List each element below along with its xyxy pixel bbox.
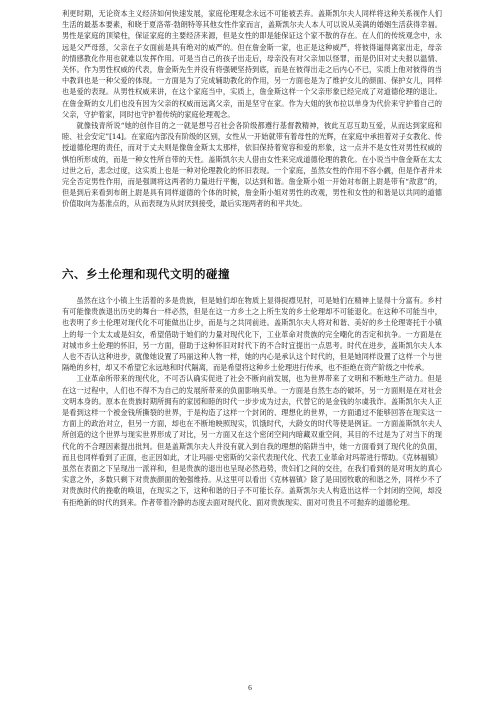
paragraph: 虽然在这个小镇上生活着的多是贵族，但是她们却在物质上显得捉襟见肘，可是她们在精神上显得十分富有。乡村有可能像贵族退出历史的舞台一样必然，但是在这一方乡土之上所生发的乡土伦理却不可能退化。在这种不可能当中，也表明了乡土伦理对现代化不可能做出让步，而是与之共同前进。盖斯凯尔夫人将对和谐、美好的乡土伦理寄托于小镇上的每一个太太或是妇女，希望借助于她们的力量对现代化下，工业革命对贵族的完全嘲化的否定和抗争。一方面是在对城市乡土伦理的怀旧，另一方面，借助于这种怀旧对时代下的不合时宜提出一点思考。时代在进步，盖斯凯尔夫人本人也不否认这种进步，就像她设置了玛丽这种人物一样，她的内心是承认这个时代的，但是她同样设置了这样一个与世隔绝的乡村，却又不希望它永远地和时代隔离，而是希望将这种乡土伦理进行传承，也不拒绝在资产阶级之中传承。 (62, 296, 442, 373)
body-text-top (62, 8, 442, 210)
page-number: 6 (248, 683, 252, 692)
paragraph: 工业革命所带来的现代化，不可否认确实促进了社会不断向前发展，也为世界带来了文明和不断地生产动力。但是在这一过程中，人们也不得不为自己的发展所带来的负面影响买单。一方面是自然生态的破坏，另一方面则是在对社会文明本身的。原本在贵族时期所拥有的家园和睦的时代一步步成为过去，代替它的是金钱的尔虞我诈。盖斯凯尔夫人正是看到这样一个被金钱所撕裂的世界，于是构造了这样一个封闭的、理想化的世界，一方面通过不能够回答在现实这一方面上的政治对立，但另一方面，却也在不断地映照现实，饥饿时代，大龄女的时代等使是例证。一方面盖斯凯尔夫人所创造的这个世界与现实世界形成了对比，另一方面又在这个密闭空间内暗藏双重空间，其目的不过是为了对当下的现代化的不合理因素提出批判。但是盖斯凯尔夫人并没有就入到自我的理想的陷阱当中，她一方面看到了现代化的负面，而且也同样看到了正面，也正因如此，才让玛丽·史密斯的父亲代表现代化、代表工业革命对玛蒂进行帮助。《克林福镇》虽然在表面之下呈现出一派祥和，但是贵族的退出也呈现必然趋势，贵妇们之间的交往，在我们看到的是对明友的真心实意之外，多数只剩下对贵族颜面的勉强维持。从这里可以看出《克林福镇》除了是田园牧歌的和谐之外，同样少不了对贵族时代的挽歌的唤诅，在现实之下，这种和谐的日子不可能长存。盖斯凯尔夫人构造出这样一个封闭的空间，却没有拒绝新的时代的到来。作者带着冷静的态度去面对现代化、面对贵族现实、面对可贵且不可抛弃的道德伦理。 (62, 374, 442, 507)
paragraph: 就像钱青所说“她的创作目的之一就是想号召社会各阶级都遵行基督教精神，彼此互忍互助互爱，从而达到家庭和睦、社会安定”[14]。在家庭内部没有阶级的区别，女性从一开始就带有着母性的光辉，在家庭中承担着对子女教化、传授道德伦理的责任，而对于丈夫则是像詹金斯太太那样，依旧保持着宽容和爱的形象，这一点并不是女性对男性权威的惧怕所形成的，而是一种女性所自带的天性。盖斯凯尔夫人借由女性来完成道德伦理的教化。在小说当中詹金斯在太太过世之后，悲念过度，这实质上也是一种对伦理教化的怀旧表现。一个家庭，虽然女性的作用不容小觑，但是作者并未完全否定男性作用，而是强调将这两者的力量进行平衡，以达到和谐。詹金斯小姐一开始对布朗上尉是带有“敌意”的，但是到后来看到布朗上尉是具有同样道德的个体的时候，詹金斯小姐对男性的改观，男性和女性的和谐是以共同的道德价值取向为基准点的，从而表现为从封厌到接受，最后实现两者的和平共处。 (62, 121, 442, 209)
section-heading: 六、乡土伦理和现代文明的碰撞 (62, 267, 230, 281)
body-text-section (62, 295, 442, 508)
paragraph: 利更时期，无论资本主义经济如何快速发展，家庭伦理观念永远不可能被丢弃。盖斯凯尔夫人同样将这种关系视作人们生活的最基本要素，和晓于夏洛蒂·勃朗特等其他女性作家而言，盖斯凯尔夫人本人可以说从美满的婚姻生活获得幸福。男性是家庭的顶梁柱，保证家庭的主要经济来源，但是女性的即是能保证这个家不散的存在。在人们的传统观念中，永远是父严母慈，父亲在子女面前是具有绝对的威严的。但在詹金斯一家，也正是这种威严，将彼得逼得离家出走，母亲的情感教化作用也就难以发挥作用。可是当自己的孩子出走后，母亲没有对父亲加以怪罪，而是仍旧对丈夫报以温情、关怀。作为男性权威的代表，詹金斯先生并没有将强硬坚持到底，而是在彼得出走之后内心不已，实质上他对彼得的当中教训也是一种父爱的体现。一方面是为了完成辅助教化的作用，另一方面也是为了维护女儿的颜面、保护女儿，同样也是爱的表现。从男性权威来讲，在这个家庭当中，实质上，詹金斯这样一个父亲形象已经完成了对道德伦理的退让。在詹金斯的女儿们也没有因为父亲的权威而远离父亲，而是坚守在家。作为大姐的狄布拉以单身为代价来守护着自己的父亲，守护着家，同时也守护着传统的家庭伦理观念。 (62, 9, 442, 119)
